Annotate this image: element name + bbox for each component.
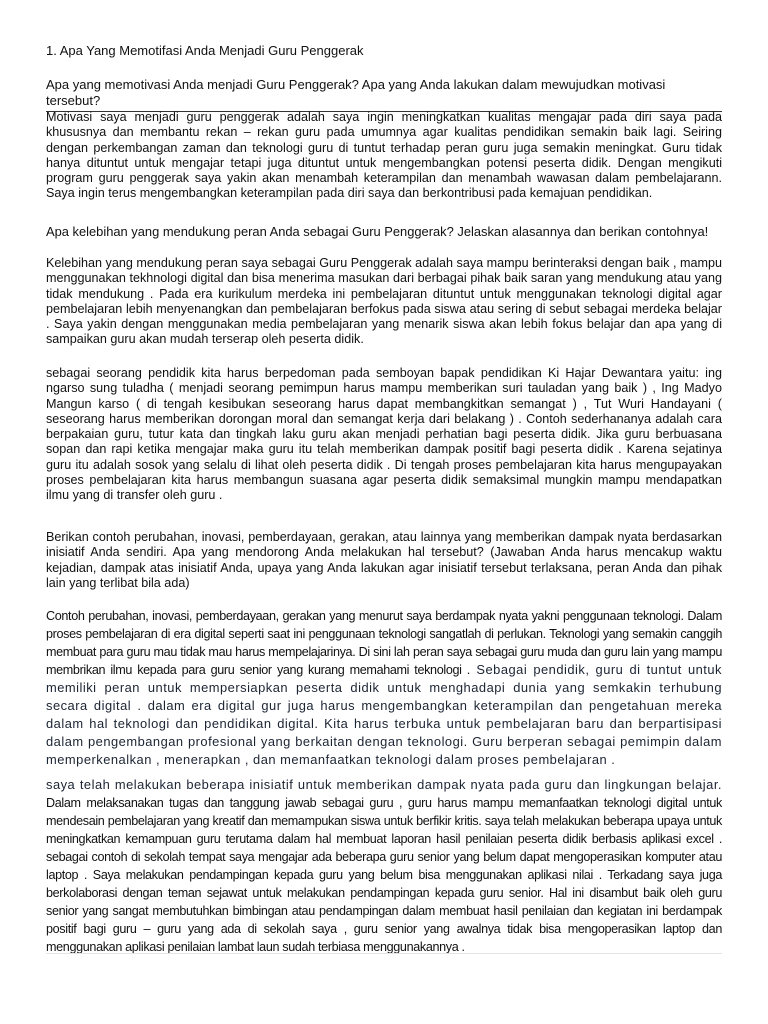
page-bottom-divider <box>46 953 722 954</box>
question-2: Apa kelebihan yang mendukung peran Anda sebagai Guru Penggerak? Jelaskan alasannya dan berikan contohnya! <box>46 224 709 239</box>
answer-3-text-wide: Sebagai pendidik, guru di tuntut untuk memiliki peran untuk mempersiapkan peserta didik untuk menghadapi dunia yang semkakin terhubung secara digital . dalam era digital gur juga harus mengembangkan keterampilan dan pengetahuan mereka dalam hal teknologi dan pendidikan digital. Kita harus terbuka untuk pembelajaran baru dan berpartisipasi dalam pengembangan profesional yang berkaitan dengan teknologi. Guru berperan sebagai pemimpin dalam memperkenalkan , menerapkan , dan memanfaatkan teknologi dalam proses pembelajaran . <box>46 662 722 767</box>
answer-3-paragraph-2 <box>46 776 722 956</box>
answer-2-paragraph-2: sebagai seorang pendidik kita harus berpedoman pada semboyan bapak pendidikan Ki Hajar Dewantara yaitu: ing ngarso sung tuladha ( menjadi seorang pemimpun harus mampu memberikan suri tauladan yang baik ) , Ing Madyo Mangun karso ( di tengah kesibukan seseorang harus dapat membangkitkan semangat ) , Tut Wuri Handayani ( seseorang harus memberikan dorongan moral dan semangat kerja dari belakang ) . Contoh sederhananya adalah cara berpakaian guru, tutur kata dan tingkah laku guru akan menjadi perhatian bagi peserta didik. Jika guru berbuasana sopan dan rapi ketika mengajar maka guru itu telah memberikan dampak positif bagi peserta didik . Karena sejatinya guru itu adalah sosok yang selalu di lihat oleh peserta didik . Di tengah proses pembelajaran kita harus mengupayakan proses pembelajaran kita harus membangun suasana agar peserta didik semaksimal mungkin mampu mendapatkan ilmu yang di transfer oleh guru . <box>46 366 722 503</box>
answer-2-paragraph-1: Kelebihan yang mendukung peran saya sebagai Guru Penggerak adalah saya mampu berinteraksi dengan baik , mampu menggunakan tekhnologi digital dan bisa menerima masukan dari berbagai pihak baik saran yang mendukung atau yang tidak mendukung . Pada era kurikulum merdeka ini pembelajaran dituntut untuk menggunakan teknologi digital agar pembelajaran lebih menyenangkan dan pembelajaran berfokus pada siswa atau sering di sebut sebagai merdeka belajar . Saya yakin dengan menggunakan media pembelajaran yang menarik siswa akan lebih fokus belajar dan apa yang di sampaikan guru akan mudah terserap oleh peserta didik. <box>46 256 722 347</box>
question-1: Apa yang memotivasi Anda menjadi Guru Penggerak? Apa yang Anda lakukan dalam mewujudkan motivasi tersebut? <box>46 77 722 112</box>
question-3: Berikan contoh perubahan, inovasi, pemberdayaan, gerakan, atau lainnya yang memberikan dampak nyata berdasarkan inisiatif Anda sendiri. Apa yang mendorong Anda melakukan hal tersebut? (Jawaban Anda harus mencakup waktu kejadian, dampak atas inisiatif Anda, upaya yang Anda lakukan agar inisiatif tersebut terlaksana, peran Anda dan pihak lain yang terlibat bila ada) <box>46 530 722 590</box>
document-title: 1. Apa Yang Memotifasi Anda Menjadi Guru Penggerak <box>46 43 364 58</box>
answer-3-initiative-lead: saya telah melakukan beberapa inisiatif untuk memberikan dampak nyata pada guru dan lingkungan belajar. <box>46 777 722 792</box>
answer-1-paragraph: Motivasi saya menjadi guru penggerak adalah saya ingin meningkatkan kualitas mengajar pada diri saya pada khususnya dan membantu rekan – rekan guru pada umumnya agar kualitas pendidikan semakin baik lagi. Seiring dengan perkembangan zaman dan teknologi guru di tuntut terhadap peran guru juga semakin meningkat. Guru tidak hanya dituntut untuk mengajar tetapi juga dituntut untuk mengembangkan potensi peserta didik. Dengan mengikuti program guru penggerak saya yakin akan menambah keterampilan dan menambah wawasan dalam pembelajarann. Saya ingin terus mengembangkan keterampilan pada diri saya dan berkontribusi pada kemajuan pendidikan. <box>46 110 722 201</box>
answer-3-text-condensed: Contoh perubahan, inovasi, pemberdayaan, gerakan yang menurut saya berdampak nyata yakni penggunaan teknologi. Dalam proses pembelajaran di era digital seperti saat ini penggunaan teknologi sangatlah di perlukan. Teknologi yang semakin canggih membuat para guru mau tidak mau harus mempelajarinya. Di sini lah peran saya sebagai guru muda dan guru lain yang mampu membrikan ilmu kepada para guru senior yang kurang memahami teknologi . <box>46 609 722 677</box>
answer-3-initiative-body: Dalam melaksanakan tugas dan tanggung jawab sebagai guru , guru harus mampu memanfaatkan teknologi digital untuk mendesain pembelajaran yang kreatif dan memampukan siswa untuk berfikir kritis. saya telah melakukan beberapa upaya untuk meningkatkan kemampuan guru terutama dalam hal membuat laporan hasil penilaian peserta didik berbasis aplikasi excel . sebagai contoh di sekolah tempat saya mengajar ada beberapa guru senior yang belum dapat mengoperasikan komputer atau laptop . Saya melakukan pendampingan kepada guru yang belum bisa menggunakan aplikasi nilai . Terkadang saya juga berkolaborasi dengan teman sejawat untuk melakukan pendampingan kepada guru senior. Hal ini disambut baik oleh guru senior yang sangat membutuhkan bimbingan atau pendampingan dalam membuat hasil penilaian dan kegiatan ini berdampak positif bagi guru – guru yang ada di sekolah saya , guru senior yang awalnya tidak bisa mengoperasikan laptop dan menggunakan aplikasi penilaian lambat laun sudah terbiasa menggunakannya . <box>46 796 722 954</box>
answer-3-paragraph-1 <box>46 607 722 769</box>
